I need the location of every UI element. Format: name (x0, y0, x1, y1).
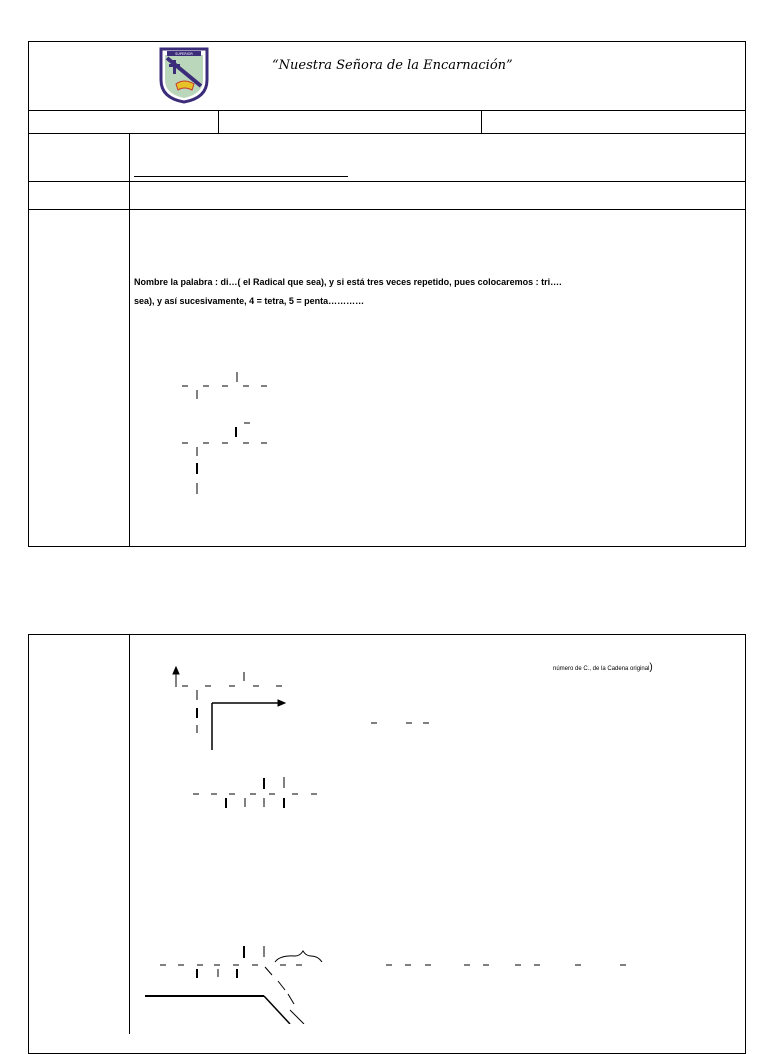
note-text: número de C., de la Cadena original) (553, 662, 653, 673)
instruction-line-1: Nombre la palabra : di…( el Radical que sea), y si está tres veces repetido, pues colocaremos : tri…. (134, 277, 562, 287)
logo-text: SUPERIOR (175, 52, 193, 56)
school-name: “Nuestra Señora de la Encarnación” (272, 58, 513, 73)
instruction-line-2: sea), y así sucesivamente, 4 = tetra, 5 = penta………… (134, 296, 365, 306)
